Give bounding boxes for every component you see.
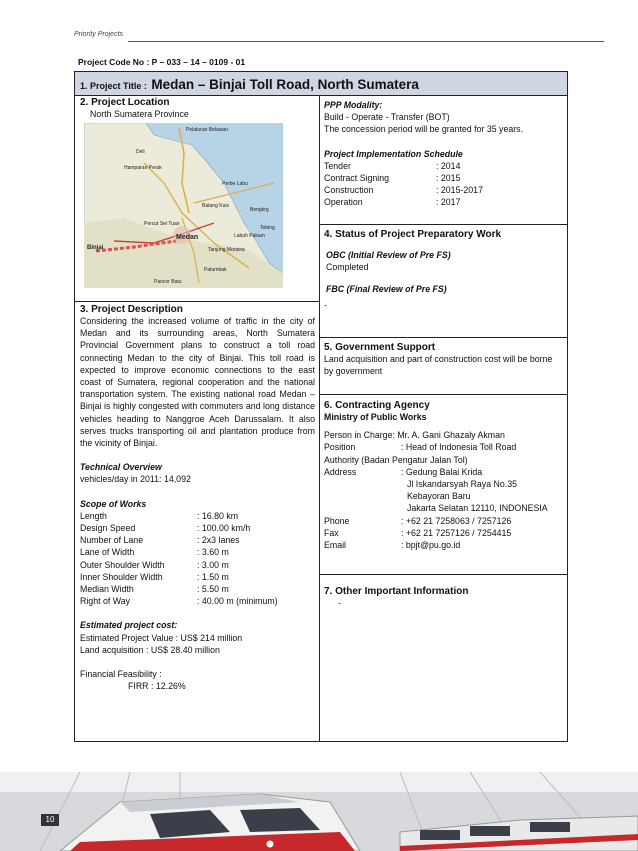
map-label: Tebing	[260, 225, 275, 231]
project-code: Project Code No : P – 033 – 14 – 0109 - 01	[78, 57, 246, 67]
gov-support-section	[324, 342, 564, 377]
technical-value: vehicles/day in 2011: 14,092	[80, 474, 191, 485]
map-label: Medan	[176, 234, 199, 241]
agency-row: Email : bpjt@pu.go.id	[324, 539, 566, 551]
location-value: North Sumatera Province	[90, 109, 189, 119]
ppp-heading: PPP Modality:	[324, 100, 383, 110]
ppp-section	[324, 99, 564, 209]
ppp-concession: The concession period will be granted for 35 years.	[324, 124, 524, 135]
map-label: Pelaturan Belawan	[186, 127, 228, 133]
other-section	[324, 586, 564, 609]
agency-row: Person in Charge : Mr. A. Gani Ghazaly Akman	[324, 430, 505, 441]
schedule-row: Tender : 2014	[324, 160, 461, 171]
location-heading: 2. Project Location	[80, 97, 170, 108]
agency-row: Address : Gedung Balai Krida	[324, 466, 483, 477]
ppp-modality: Build - Operate - Transfer (BOT)	[324, 112, 450, 123]
agency-row: Fax : +62 21 7257126 / 7254415	[324, 527, 512, 538]
fbc-value: -	[324, 299, 327, 310]
scope-row: Right of Way : 40.00 m (minimum)	[80, 596, 278, 607]
cost-project-value: Estimated Project Value : US$ 214 million	[80, 632, 243, 643]
agency-heading: 6. Contracting Agency	[324, 400, 430, 411]
scope-row: Outer Shoulder Width : 3.00 m	[80, 559, 229, 570]
address-line: Jakarta Selatan 12110, INDONESIA	[407, 503, 548, 514]
scope-row: Design Speed : 100.00 km/h	[80, 523, 251, 534]
financial-label: Financial Feasibility :	[80, 669, 162, 680]
gov-support-text: Land acquisition and part of construction cost will be borne by government	[324, 354, 553, 377]
agency-section	[324, 400, 566, 551]
agency-row: Position : Head of Indonesia Toll Road	[324, 442, 517, 453]
financial-firr: FIRR : 12.26%	[128, 681, 186, 692]
agency-authority: Authority (Badan Pengatur Jalan Tol)	[324, 454, 468, 465]
title-prefix: 1. Project Title :	[80, 81, 147, 91]
project-title: Medan – Binjai Toll Road, North Sumatera	[151, 77, 419, 92]
cost-heading: Estimated project cost:	[80, 620, 178, 631]
map-label: Batang Kuis	[202, 203, 229, 209]
other-heading: 7. Other Important Information	[324, 586, 469, 597]
description-text: Considering the increased volume of traffic in the city of Medan and its surrounding areas, North Sumatera Provincial Government plans to construct a toll road connecting Medan to the city of Binjai. This toll road is expected to improve economic connections to the east coast of Sumatera, regional cooperation and the national transportation system. The existing national road Medan – Binjai is highly congested with commuters and long distance vehicles heading to Nanggroe Aceh Darussalam. It also serves trucks transporting oil and plantation produce from the vicinity of Binjai.	[80, 316, 315, 449]
agency-ministry: Ministry of Public Works	[324, 412, 427, 422]
cost-land: Land acquisition : US$ 28.40 million	[80, 644, 220, 655]
status-section	[324, 229, 564, 311]
map-label: Deli	[136, 149, 145, 155]
address-line: Kebayoran Baru	[407, 491, 471, 502]
map-label: Patumbak	[204, 267, 227, 273]
scope-list	[80, 510, 315, 608]
other-value: -	[338, 598, 341, 608]
map-label: Binjai	[87, 245, 104, 251]
fbc-label: FBC (Final Review of Pre FS)	[326, 284, 447, 295]
scope-row: Lane of Width : 3.60 m	[80, 547, 229, 558]
page-number: 10	[41, 814, 59, 826]
column-divider	[319, 96, 320, 741]
map-label: Percut Sei Tuan	[144, 221, 180, 227]
location-map	[84, 123, 283, 288]
section-rule	[320, 394, 567, 395]
scope-row: Number of Lane : 2x3 lanes	[80, 535, 240, 546]
project-sheet	[74, 71, 568, 742]
project-title-bar	[75, 72, 567, 96]
obc-value: Completed	[326, 262, 369, 273]
section-rule	[75, 301, 319, 302]
map-label: Hamparan Perak	[124, 165, 162, 171]
schedule-row: Contract Signing : 2015	[324, 173, 461, 184]
scope-row: Length : 16.80 km	[80, 510, 239, 521]
running-header: Priority Projects	[74, 31, 124, 38]
obc-label: OBC (Initial Review of Pre FS)	[326, 250, 451, 260]
section-rule	[320, 224, 567, 225]
description-heading: 3. Project Description	[80, 304, 183, 315]
schedule-row: Construction : 2015-2017	[324, 185, 483, 196]
description-section	[80, 304, 315, 692]
gov-support-heading: 5. Government Support	[324, 342, 436, 353]
map-label: Tanjung Morawa	[208, 247, 245, 253]
scope-row: Inner Shoulder Width : 1.50 m	[80, 571, 229, 582]
technical-heading: Technical Overview	[80, 462, 162, 473]
status-heading: 4. Status of Project Preparatory Work	[324, 229, 502, 240]
address-line: Jl Iskandarsyah Raya No.35	[407, 479, 518, 490]
agency-row: Phone : +62 21 7258063 / 7257126	[324, 515, 512, 526]
section-rule	[320, 337, 567, 338]
scope-row: Median Width : 5.50 m	[80, 584, 229, 595]
schedule-heading: Project Implementation Schedule	[324, 148, 463, 159]
header-rule	[128, 41, 604, 42]
footer-train-image	[0, 772, 638, 851]
map-label: Perbe Labu	[222, 181, 248, 187]
map-label: Pancor Batu	[154, 279, 182, 285]
map-label: Labuh Pakam	[234, 233, 265, 239]
map-label: Bengkrg	[250, 207, 269, 213]
agency-email[interactable]: : bpjt@pu.go.id	[401, 540, 461, 551]
schedule-row: Operation : 2017	[324, 197, 461, 208]
location-section	[80, 97, 189, 120]
scope-heading: Scope of Works	[80, 498, 147, 509]
section-rule	[320, 574, 567, 575]
